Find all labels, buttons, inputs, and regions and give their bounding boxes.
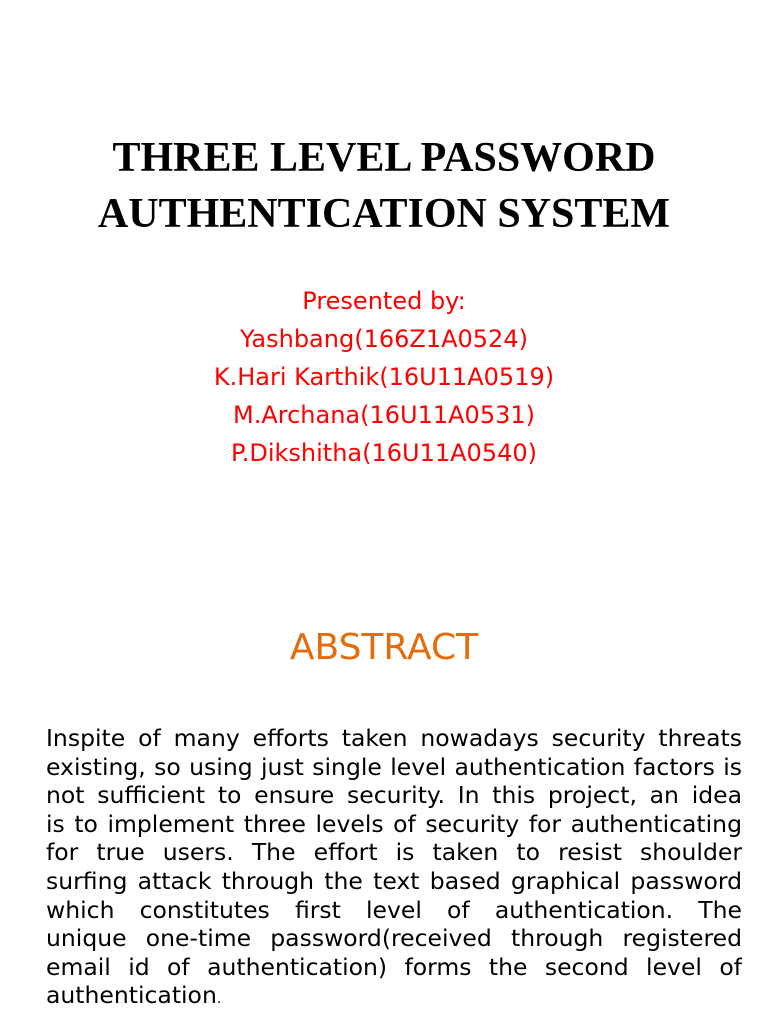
abstract-line: existing, so using just single level authentication factors is bbox=[46, 752, 742, 781]
presenter-name: K.Hari Karthik(16U11A0519) bbox=[213, 363, 555, 391]
presenter-name: Yashbang(166Z1A0524) bbox=[240, 325, 528, 353]
presenter-name: M.Archana(16U11A0531) bbox=[233, 401, 535, 429]
abstract-line: which constitutes first level of authentication. The bbox=[46, 895, 742, 924]
presenters-block bbox=[0, 282, 768, 472]
abstract-line: Inspite of many efforts taken nowadays security threats bbox=[46, 724, 742, 752]
abstract-trailing-mark: . bbox=[216, 991, 222, 1008]
abstract-heading: ABSTRACT bbox=[289, 627, 479, 668]
title-line-1: THREE LEVEL PASSWORD bbox=[112, 135, 656, 181]
abstract-line: unique one-time password(received through registered bbox=[46, 924, 742, 953]
abstract-line: email id of authentication) forms the second level of bbox=[46, 952, 742, 981]
abstract-last-text: authentication bbox=[46, 981, 217, 1010]
title-line-2: AUTHENTICATION SYSTEM bbox=[97, 191, 671, 237]
slide-title bbox=[0, 130, 768, 242]
presenters-heading: Presented by: bbox=[302, 287, 466, 315]
abstract-line: not sufficient to ensure security. In this project, an idea bbox=[46, 781, 742, 810]
abstract-line: surfing attack through the text based graphical password bbox=[46, 866, 742, 895]
presenter-name: P.Dikshitha(16U11A0540) bbox=[231, 439, 537, 467]
abstract-line: is to implement three levels of security for authenticating bbox=[46, 809, 742, 838]
abstract-body bbox=[46, 724, 742, 1014]
abstract-line: for true users. The effort is taken to resist shoulder bbox=[46, 838, 742, 867]
abstract-last-line bbox=[46, 981, 742, 1014]
